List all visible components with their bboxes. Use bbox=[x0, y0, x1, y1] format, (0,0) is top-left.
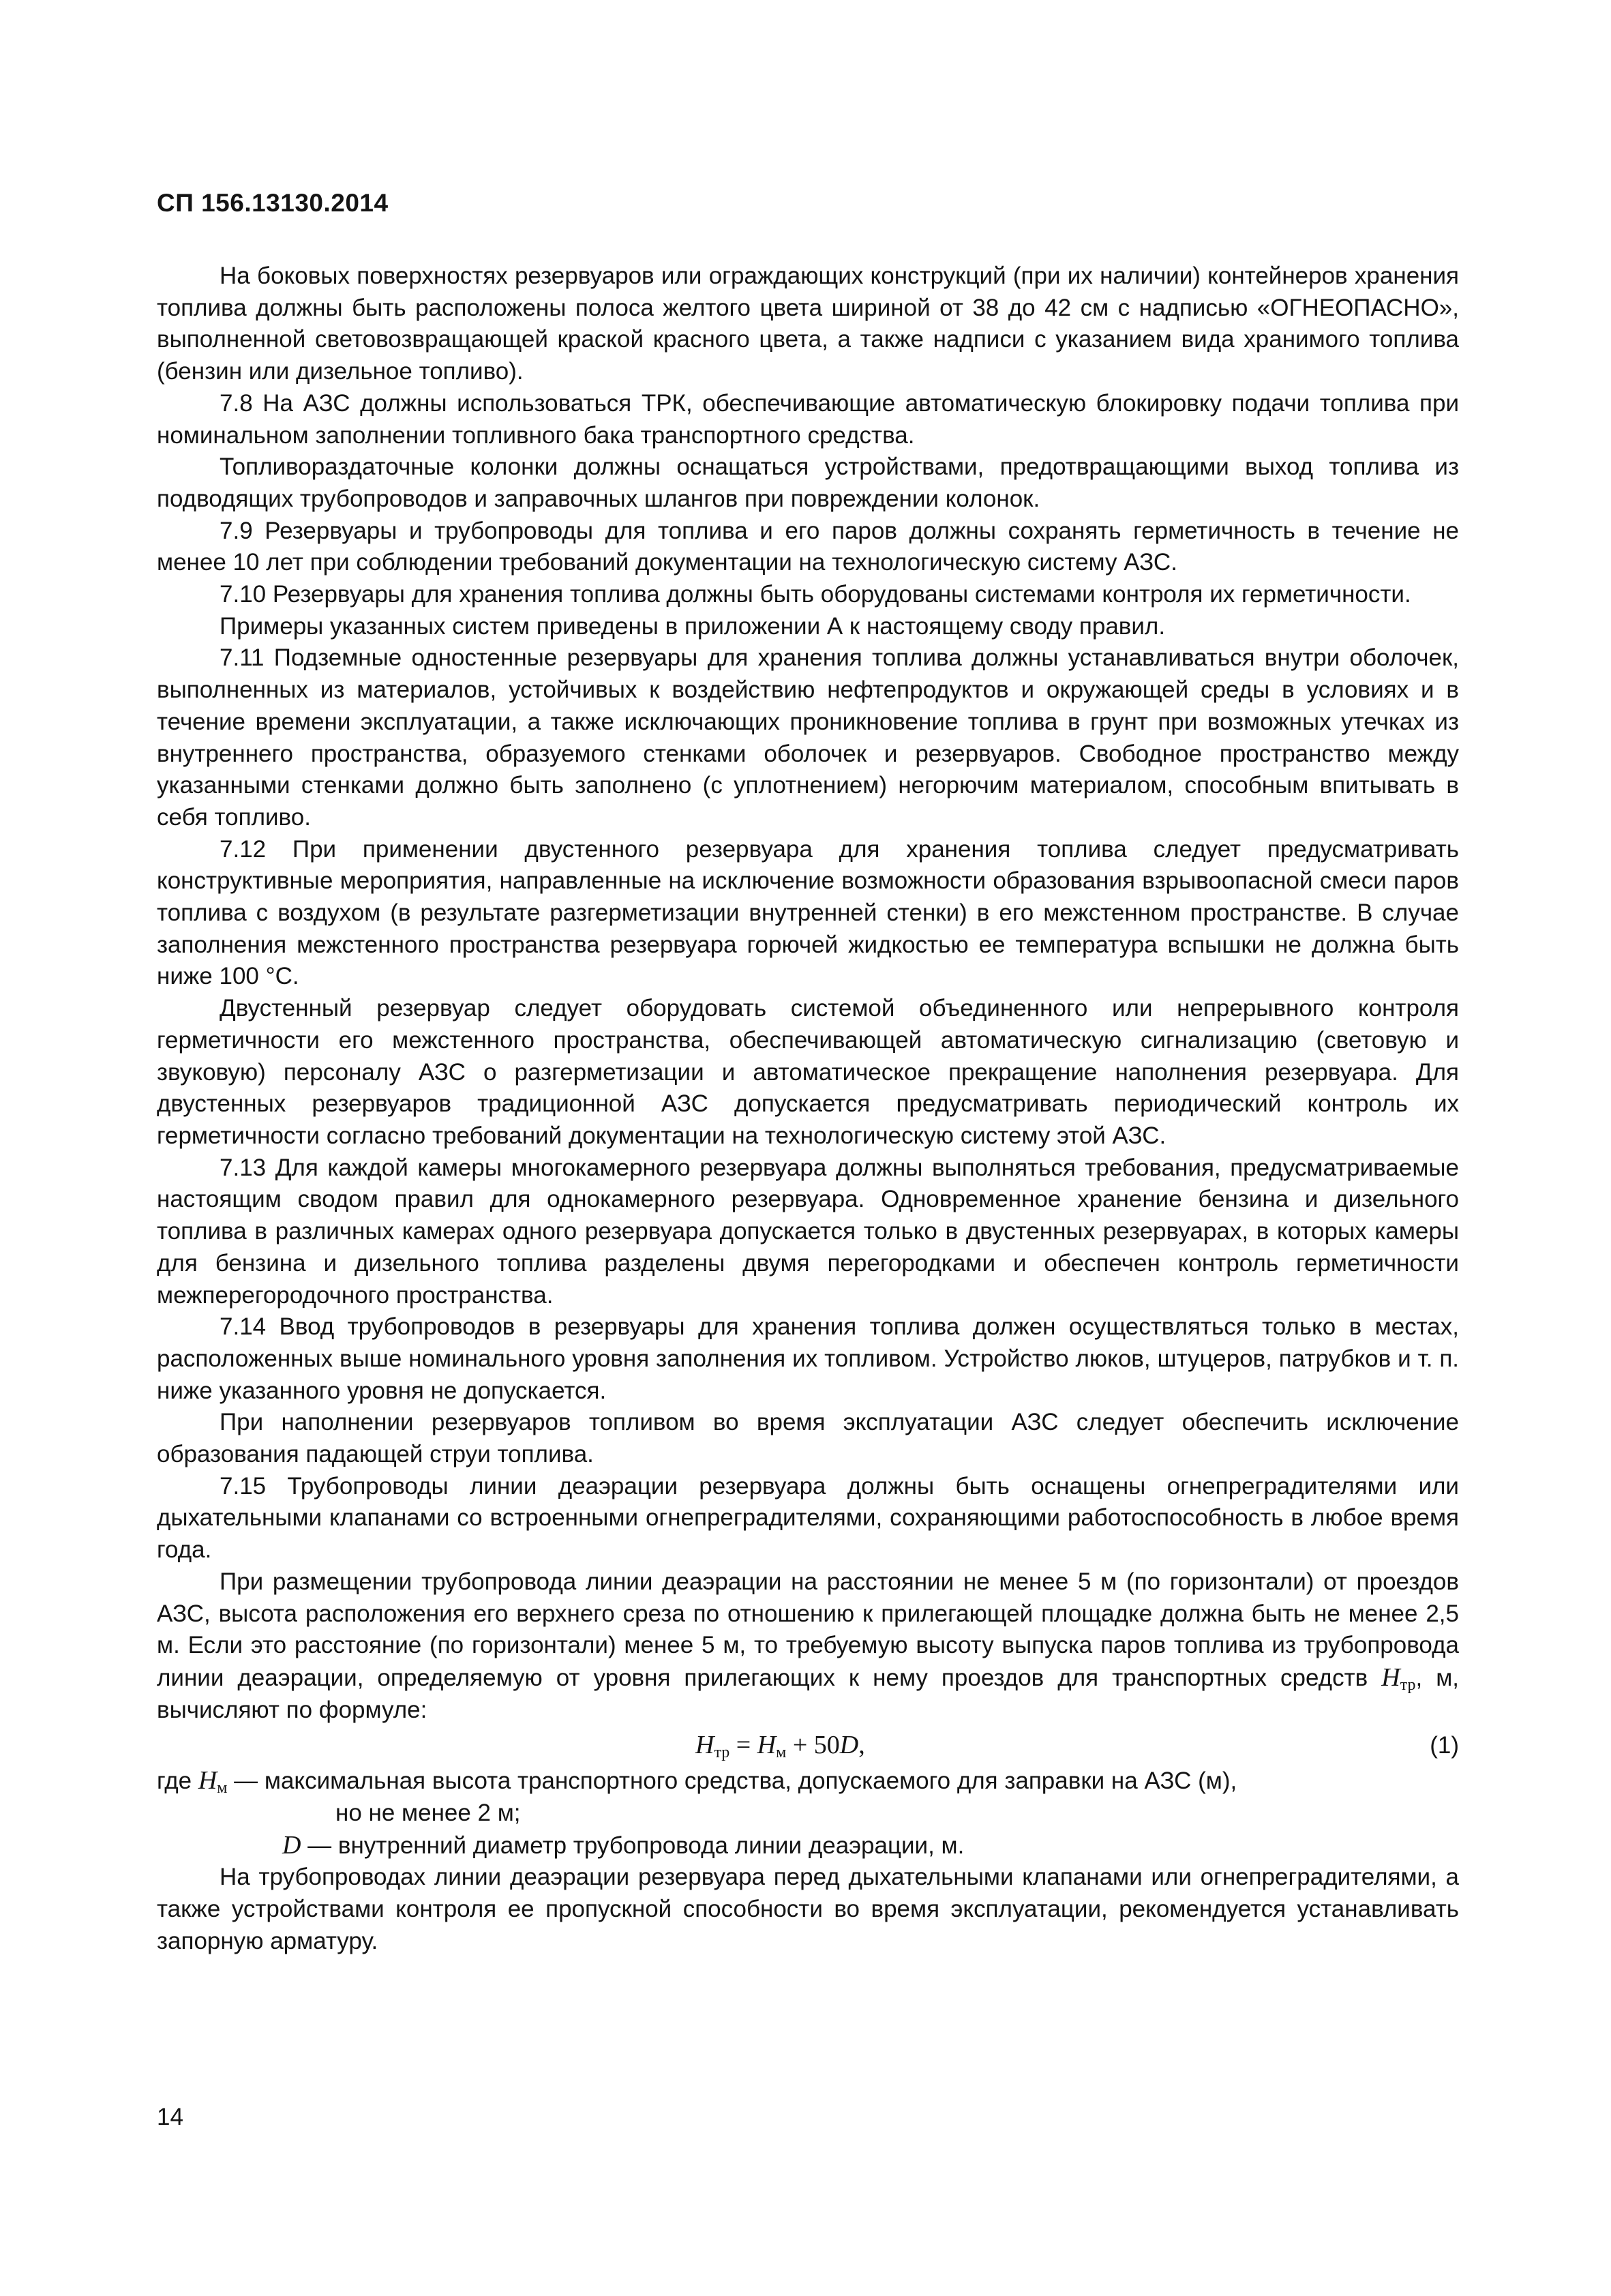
definition-hm-continuation: но не менее 2 м; bbox=[335, 1800, 521, 1827]
paragraph-dispensers: Топливораздаточные колонки должны оснащаться устройствами, предотвращающими выход топлива из подводящих трубопроводов и заправочных шлангов при повреждении колонок. bbox=[157, 453, 1459, 512]
paragraph-7-14: 7.14 Ввод трубопроводов в резервуары для хранения топлива должен осуществляться только в местах, расположенных выше номинального уровня заполнения их топливом. Устройство люков, штуцеров, патрубков и т. п. ниже указанного уровня не допускается. bbox=[157, 1313, 1459, 1404]
definition-d: D — внутренний диаметр трубопровода линии деаэрации, м. bbox=[282, 1830, 965, 1860]
symbol-h-m: $H_м$ bbox=[198, 1766, 228, 1798]
formula-ref-tail: , м, вычисляют по формуле: bbox=[157, 1664, 1459, 1723]
equation-number: (1) bbox=[1430, 1732, 1459, 1759]
paragraph-deaeration-text: При размещении трубопровода линии деаэрации на расстоянии не менее 5 м (по горизонтали) от проездов АЗС, высота расположения его верхнего среза по отношению к прилегающей площадке должна быть не менее 2,5 м. Если это расстояние (по горизонтали) менее 5 м, то требуемую высоту выпуска паров топлива из трубопровода линии деаэрации, определяемую от уровня прилегающих к нему проездов для транспортных средств bbox=[157, 1568, 1459, 1691]
paragraph-7-13: 7.13 Для каждой камеры многокамерного резервуара должны выполняться требования, предусматриваемые настоящим сводом правил для однокамерного резервуара. Одновременное хранение бензина и дизельного топлива в различных камерах одного резервуара допускается только в двустенных резервуарах, в которых камеры для бензина и дизельного топлива разделены двумя перегородками и обеспечен контроль герметичности межперегородочного пространства. bbox=[157, 1154, 1459, 1309]
paragraph-7-8: 7.8 На АЗС должны использоваться ТРК, обеспечивающие автоматическую блокировку подачи топлива при номинальном заполнении топливного бака транспортного средства. bbox=[157, 389, 1459, 449]
paragraph-deaeration-height bbox=[157, 1566, 1459, 1727]
paragraph-filling: При наполнении резервуаров топливом во время эксплуатации АЗС следует обеспечить исключение образования падающей струи топлива. bbox=[157, 1409, 1459, 1468]
paragraph-7-9: 7.9 Резервуары и трубопроводы для топлива и его паров должны сохранять герметичность в течение не менее 10 лет при соблюдении требований документации на технологическую систему АЗС. bbox=[157, 517, 1459, 576]
paragraph-7-11: 7.11 Подземные одностенные резервуары для хранения топлива должны устанавливаться внутри оболочек, выполненных из материалов, устойчивых к воздействию нефтепродуктов и окружающей среды в условиях и в течение времени эксплуатации, а также исключающих проникновение топлива в грунт при возможных утечках из внутреннего пространства, образуемого стенками оболочек и резервуаров. Свободное пространство между указанными стенками должно быть заполнено (с уплотнением) негорючим материалом, способным впитывать в себя топливо. bbox=[157, 644, 1459, 831]
paragraph-7-10: 7.10 Резервуары для хранения топлива должны быть оборудованы системами контроля их герметичности. bbox=[220, 581, 1411, 608]
paragraph-examples: Примеры указанных систем приведены в приложении А к настоящему своду правил. bbox=[220, 612, 1166, 640]
paragraph-double-wall: Двустенный резервуар следует оборудовать системой объединенного или непрерывного контроля герметичности его межстенного пространства, обеспечивающей автоматическую сигнализацию (световую и звуковую) персоналу АЗС о разгерметизации и автоматическое прекращение наполнения резервуара. Для двустенных резервуаров традиционной АЗС допускается предусматривать периодический контроль их герметичности согласно требований документации на технологическую систему этой АЗС. bbox=[157, 995, 1459, 1149]
formula-1: $H_{тр} = H_м + 50D$, bbox=[695, 1731, 865, 1762]
formula-row bbox=[157, 1726, 1459, 1765]
definition-hm: где $H_м$ — максимальная высота транспортного средства, допускаемого для заправки на АЗС (м), bbox=[157, 1766, 1237, 1798]
document-body bbox=[157, 260, 1459, 1958]
paragraph-7-15: 7.15 Трубопроводы линии деаэрации резервуара должны быть оснащены огнепреградителями или дыхательными клапанами со встроенными огнепреградителями, сохраняющими работоспособность в любое время года. bbox=[157, 1472, 1459, 1564]
symbol-h-tr: $H_{тр}$ bbox=[1381, 1663, 1416, 1694]
page-number: 14 bbox=[157, 2104, 183, 2130]
paragraph-7-12: 7.12 При применении двустенного резервуара для хранения топлива следует предусматривать конструктивные мероприятия, направленные на исключение возможности образования взрывоопасной смеси паров топлива с воздухом (в результате разгерметизации внутренней стенки) в его межстенном пространстве. В случае заполнения межстенного пространства резервуара горючей жидкостью ее температура вспышки не должна быть ниже 100 °С. bbox=[157, 835, 1459, 990]
document-code-header: СП 156.13130.2014 bbox=[157, 189, 389, 217]
symbol-d: D bbox=[282, 1830, 301, 1860]
paragraph-marking: На боковых поверхностях резервуаров или ограждающих конструкций (при их наличии) контейнеров хранения топлива должны быть расположены полоса желтого цвета шириной от 38 до 42 см с надписью «ОГНЕОПАСНО», выполненной световозвращающей краской красного цвета, а также надписи с указанием вида хранимого топлива (бензин или дизельное топливо). bbox=[157, 263, 1459, 385]
paragraph-shutoff-valves: На трубопроводах линии деаэрации резервуара перед дыхательными клапанами или огнепреградителями, а также устройствами контроля ее пропускной способности во время эксплуатации, рекомендуется устанавливать запорную арматуру. bbox=[157, 1864, 1459, 1954]
